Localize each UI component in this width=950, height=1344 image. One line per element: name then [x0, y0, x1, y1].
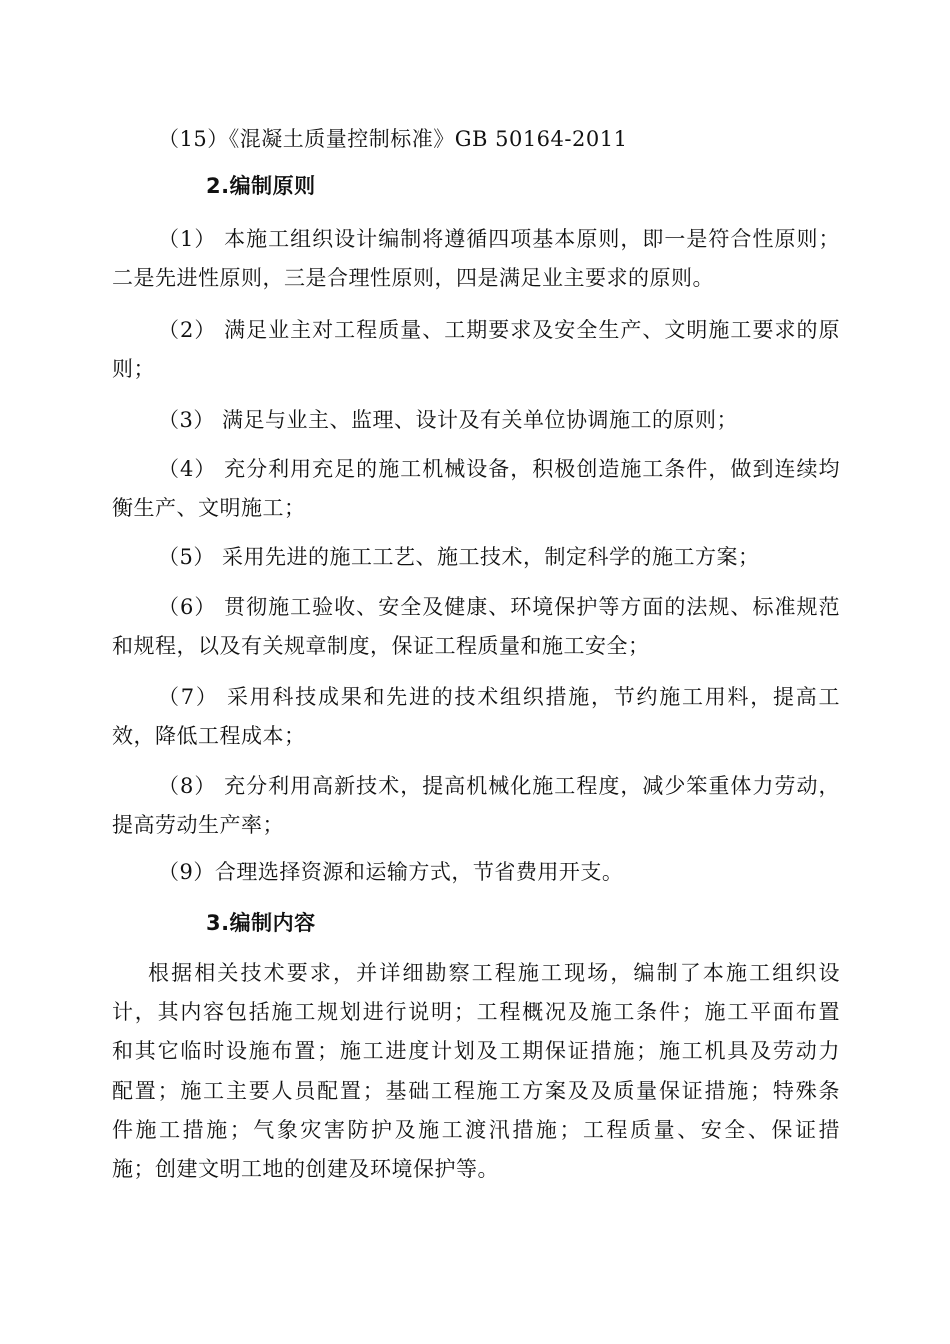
principle-item-9: （9）合理选择资源和运输方式，节省费用开支。: [158, 860, 624, 884]
principle-item-6-line-2: 和规程，以及有关规章制度，保证工程质量和施工安全；: [112, 634, 650, 658]
principle-item-3: （3） 满足与业主、监理、设计及有关单位协调施工的原则；: [158, 408, 739, 432]
content-paragraph-line-1: 根据相关技术要求，并详细勘察工程施工现场，编制了本施工组织设: [148, 961, 840, 985]
principle-item-8-line-2: 提高劳动生产率；: [112, 813, 284, 837]
section-heading-principles: 2.编制原则: [206, 174, 316, 198]
principle-item-7-line-2: 效，降低工程成本；: [112, 724, 306, 748]
content-paragraph-line-2: 计，其内容包括施工规划进行说明；工程概况及施工条件；施工平面布置: [112, 1000, 840, 1024]
content-paragraph-line-6: 施；创建文明工地的创建及环境保护等。: [112, 1157, 499, 1181]
principle-item-6-line-1: （6） 贯彻施工验收、安全及健康、环境保护等方面的法规、标准规范: [158, 595, 840, 619]
principle-item-4-line-2: 衡生产、文明施工；: [112, 496, 306, 520]
principle-item-5: （5） 采用先进的施工工艺、施工技术，制定科学的施工方案；: [158, 545, 760, 569]
principle-item-4-line-1: （4） 充分利用充足的施工机械设备，积极创造施工条件，做到连续均: [158, 457, 840, 481]
content-paragraph-line-5: 件施工措施；气象灾害防护及施工渡汛措施；工程质量、安全、保证措: [112, 1118, 840, 1142]
content-paragraph-line-4: 配置；施工主要人员配置；基础工程施工方案及及质量保证措施；特殊条: [112, 1079, 840, 1103]
principle-item-1-line-2: 二是先进性原则，三是合理性原则，四是满足业主要求的原则。: [112, 266, 714, 290]
principle-item-1-line-1: （1） 本施工组织设计编制将遵循四项基本原则，即一是符合性原则；: [158, 227, 840, 251]
principle-item-7-line-1: （7） 采用科技成果和先进的技术组织措施，节约施工用料，提高工: [158, 685, 840, 709]
principle-item-2-line-1: （2） 满足业主对工程质量、工期要求及安全生产、文明施工要求的原: [158, 318, 840, 342]
content-paragraph-line-3: 和其它临时设施布置；施工进度计划及工期保证措施；施工机具及劳动力: [112, 1039, 840, 1063]
principle-item-2-line-2: 则；: [112, 357, 155, 381]
principle-item-8-line-1: （8） 充分利用高新技术，提高机械化施工程度，减少笨重体力劳动，: [158, 774, 840, 798]
section-heading-content: 3.编制内容: [206, 911, 316, 935]
reference-item-15: （15）《混凝土质量控制标准》GB 50164-2011: [158, 127, 628, 151]
